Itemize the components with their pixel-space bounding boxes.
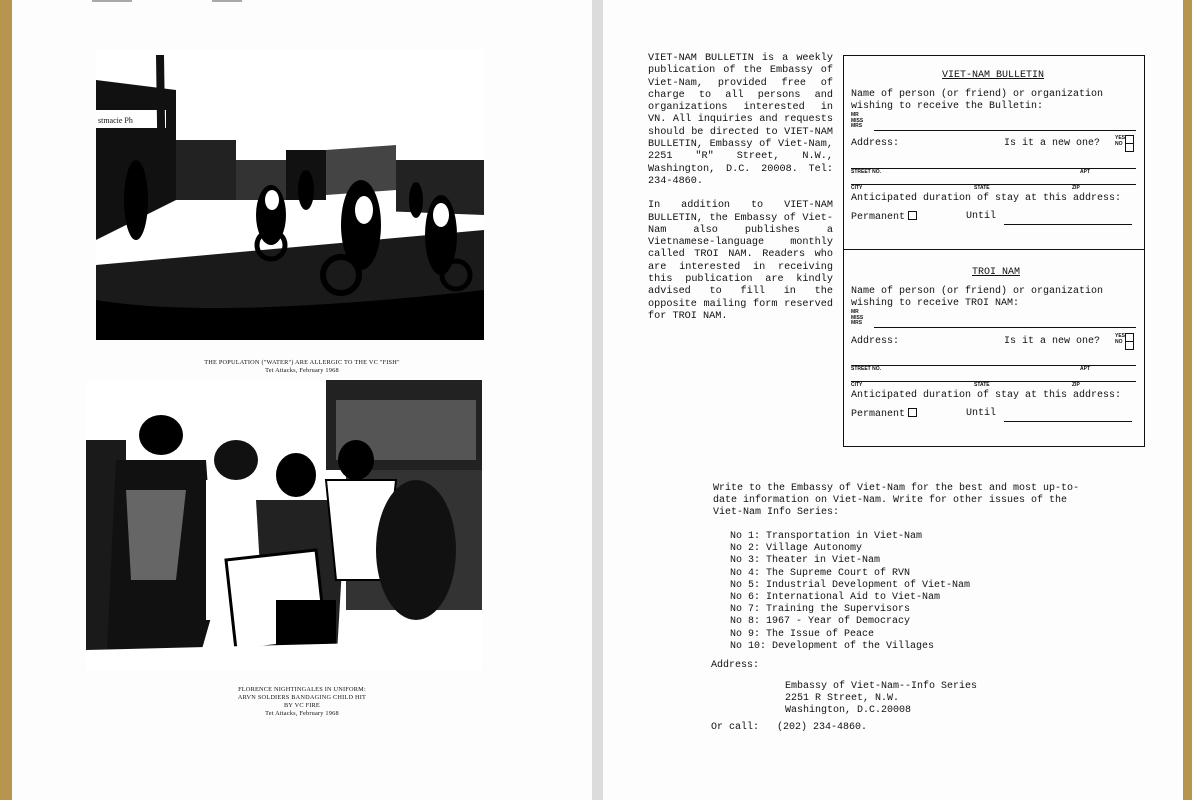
series-item: No 5: Industrial Development of Viet-Nam: [730, 579, 971, 591]
caption-bottom-line4: Tet Attacks, February 1968: [265, 710, 339, 717]
troi-nam-street-label: STREET NO.: [851, 366, 882, 372]
troi-nam-yes-no: YES NO: [1115, 333, 1126, 345]
bulletin-apt-label: APT: [1080, 169, 1090, 175]
bulletin-duration-label: Anticipated duration of stay at this address:: [851, 193, 1122, 204]
embassy-address: [785, 681, 977, 718]
troi-nam-salutations: MR MISS MRS: [851, 309, 864, 326]
call-number: (202) 234-4860.: [777, 722, 868, 733]
caption-top: [72, 359, 532, 375]
bulletin-until-label: Until: [966, 211, 997, 222]
address-label: Address:: [711, 660, 760, 671]
troi-nam-street-field[interactable]: [851, 365, 1136, 366]
series-item: No 10: Development of the Villages: [730, 640, 935, 652]
bulletin-yes-no: YES NO: [1115, 135, 1126, 147]
intro-paragraph-1: VIET-NAM BULLETIN is a weekly publication of the Embassy of Viet-Nam, provided free of charge to all persons and organizations interested in VN. All inquiries and requests should be directed to VIET-NAM BULLETIN, Embassy of Viet-Nam, 2251 "R" Street, N.W., Washington, D.C. 20008. Tel: 234-4860.: [648, 53, 833, 187]
troi-nam-permanent-label: Permanent: [851, 409, 906, 420]
info-series-list: [730, 531, 970, 653]
bulletin-until-field[interactable]: [1004, 224, 1132, 225]
series-item: No 7: Training the Supervisors: [730, 604, 911, 616]
troi-nam-name-field[interactable]: [874, 327, 1136, 328]
caption-bottom: [72, 686, 532, 718]
bulletin-city-label: CITY: [851, 185, 863, 191]
bulletin-no-checkbox[interactable]: [1125, 143, 1134, 152]
troi-nam-address-label: Address:: [851, 336, 900, 347]
page-gutter: [592, 0, 603, 800]
troi-nam-name-line2: wishing to receive TROI NAM:: [851, 298, 1020, 309]
troi-nam-permanent-option: [851, 408, 917, 421]
troi-nam-until-field[interactable]: [1004, 421, 1132, 422]
troi-nam-no-checkbox[interactable]: [1125, 341, 1134, 350]
svg-text:stmacie Ph: stmacie Ph: [98, 116, 133, 125]
troi-nam-until-label: Until: [966, 408, 997, 419]
troi-nam-apt-label: APT: [1080, 366, 1090, 372]
series-item: No 4: The Supreme Court of RVN: [730, 567, 911, 579]
bulletin-permanent-label: Permanent: [851, 212, 906, 223]
series-item: No 9: The Issue of Peace: [730, 628, 875, 640]
address-line: Washington, D.C.20008: [785, 705, 912, 717]
troi-nam-duration-label: Anticipated duration of stay at this address:: [851, 390, 1122, 401]
left-page: [12, 0, 592, 800]
troi-nam-new-one-text: Is it a new one?: [1004, 336, 1101, 347]
troi-nam-state-label: STATE: [974, 382, 990, 388]
troi-nam-name-line1: Name of person (or friend) or organization: [851, 286, 1104, 297]
bulletin-new-one-text: Is it a new one?: [1004, 138, 1101, 149]
caption-top-line1: THE POPULATION ("WATER") ARE ALLERGIC TO THE VC "FISH": [204, 359, 400, 366]
right-page: [603, 0, 1183, 800]
bulletin-address-label: Address:: [851, 138, 900, 149]
bulletin-permanent-option: [851, 211, 917, 224]
bulletin-new-address-question: [1004, 138, 1100, 150]
bulletin-name-line1: Name of person (or friend) or organization: [851, 89, 1104, 100]
bulletin-city-field[interactable]: [851, 184, 1136, 185]
bulletin-intro: [648, 53, 833, 335]
caption-bottom-line2: ARVN SOLDIERS BANDAGING CHILD HIT: [237, 694, 367, 701]
bulletin-permanent-checkbox[interactable]: [908, 211, 917, 220]
bulletin-zip-label: ZIP: [1072, 185, 1080, 191]
caption-bottom-line1: FLORENCE NIGHTINGALES IN UNIFORM:: [238, 686, 366, 693]
series-item: No 1: Transportation in Viet-Nam: [730, 531, 923, 542]
subscription-forms: [843, 55, 1145, 447]
troi-nam-city-field[interactable]: [851, 381, 1136, 382]
bulletin-name-line2: wishing to receive the Bulletin:: [851, 101, 1044, 112]
intro-paragraph-2: In addition to VIET-NAM BULLETIN, the Embassy of Viet-Nam also publishes a Vietnamese-language monthly called TROI NAM. Readers who are interested in receiving this publication are kindly advised to fill in the opposite mailing form reserved for TROI NAM.: [648, 200, 833, 322]
bulletin-street-label: STREET NO.: [851, 169, 882, 175]
bulletin-name-field[interactable]: [874, 130, 1136, 131]
top-edge-mark: [92, 0, 252, 4]
caption-bottom-line3: BY VC FIRE: [284, 702, 320, 709]
troi-nam-permanent-checkbox[interactable]: [908, 408, 917, 417]
call-label: Or call:: [711, 722, 760, 733]
series-item: No 8: 1967 - Year of Democracy: [730, 616, 911, 628]
address-line: 2251 R Street, N.W.: [785, 693, 900, 705]
troi-nam-form-title: TROI NAM: [972, 267, 1021, 278]
troi-nam-zip-label: ZIP: [1072, 382, 1080, 388]
bulletin-salutations: MR MISS MRS: [851, 112, 864, 129]
address-line: Embassy of Viet-Nam--Info Series: [785, 681, 978, 692]
series-item: No 6: International Aid to Viet-Nam: [730, 592, 941, 604]
caption-top-line2: Tet Attacks, February 1968: [265, 367, 339, 374]
street-scene-photo: [96, 50, 484, 340]
form-separator: [844, 249, 1144, 250]
bulletin-state-label: STATE: [974, 185, 990, 191]
bulletin-street-field[interactable]: [851, 168, 1136, 169]
soldiers-bandaging-photo: [86, 380, 482, 670]
bulletin-form-title: VIET-NAM BULLETIN: [942, 70, 1045, 81]
call-info: [711, 722, 885, 734]
series-item: No 2: Village Autonomy: [730, 543, 863, 555]
write-embassy-text: Write to the Embassy of Viet-Nam for the best and most up-to-date information on Viet-Nam. Write for other issues of the Viet-Nam Info Series:: [713, 483, 1080, 519]
series-item: No 3: Theater in Viet-Nam: [730, 555, 881, 567]
troi-nam-city-label: CITY: [851, 382, 863, 388]
troi-nam-new-address-question: [1004, 336, 1100, 348]
